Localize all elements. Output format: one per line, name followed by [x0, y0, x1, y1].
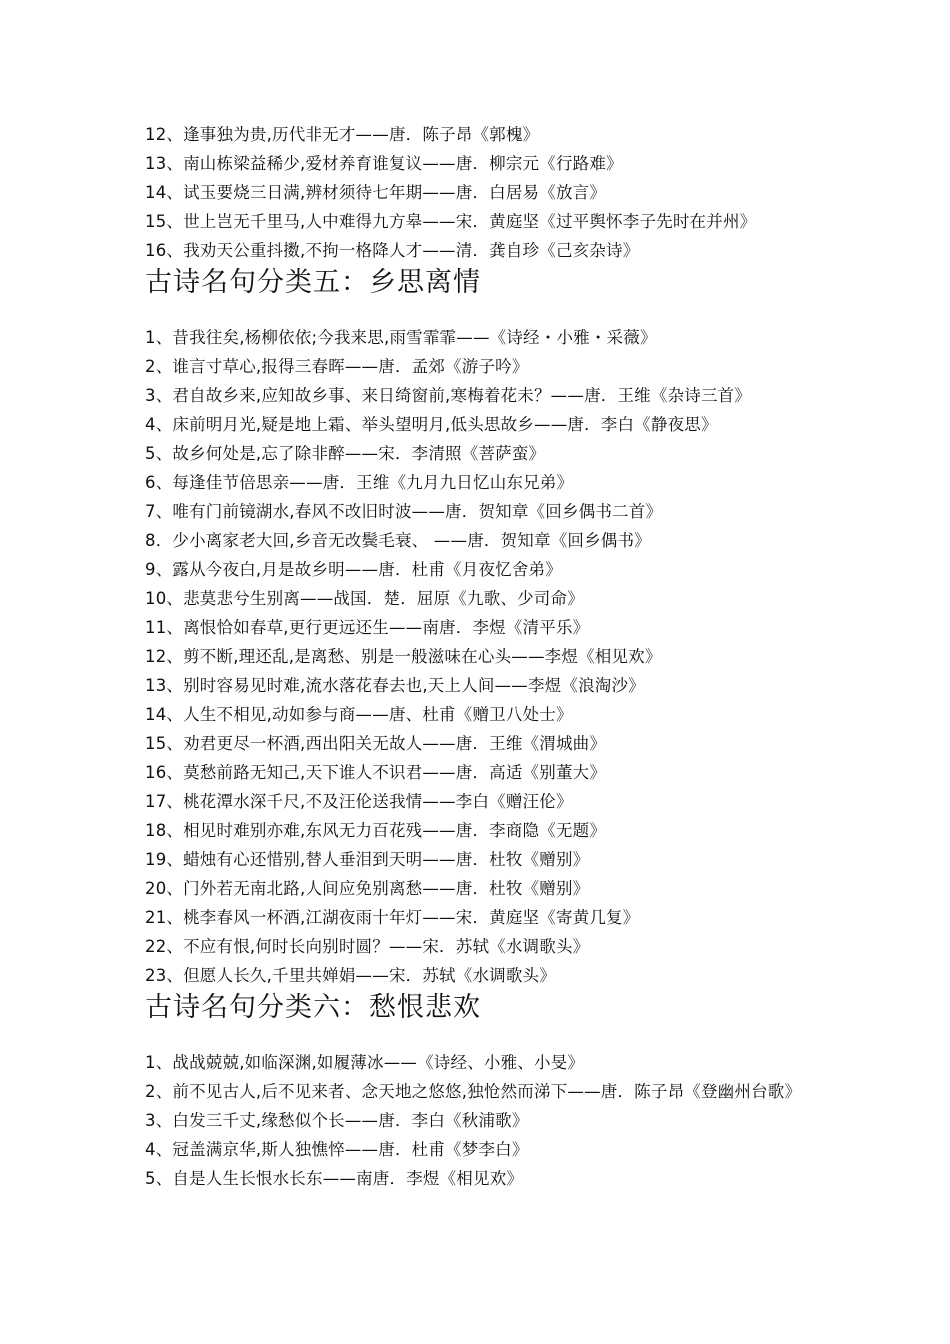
list-item: 15、劝君更尽一杯酒,西出阳关无故人——唐．王维《渭城曲》 [145, 734, 607, 753]
list-item: 14、试玉要烧三日满,辨材须待七年期——唐．白居易《放言》 [145, 183, 607, 202]
list-item: 12、剪不断,理还乱,是离愁、别是一般滋味在心头——李煜《相见欢》 [145, 647, 662, 666]
list-item: 3、君自故乡来,应知故乡事、来日绮窗前,寒梅着花未？——唐．王维《杂诗三首》 [145, 386, 752, 405]
list-item: 18、相见时难别亦难,东风无力百花残——唐．李商隐《无题》 [145, 821, 607, 840]
list-item: 4、冠盖满京华,斯人独憔悴——唐．杜甫《梦李白》 [145, 1140, 529, 1159]
list-item: 15、世上岂无千里马,人中难得九方皋——宋．黄庭坚《过平舆怀李子先时在并州》 [145, 212, 757, 231]
list-item: 1、战战兢兢,如临深渊,如履薄冰——《诗经、小雅、小旻》 [145, 1053, 585, 1072]
list-item: 1、昔我往矣,杨柳依依;今我来思,雨雪霏霏——《诗经・小雅・采薇》 [145, 328, 657, 347]
top-quote-list [145, 120, 810, 265]
list-item: 12、逢事独为贵,历代非无才——唐．陈子昂《郭槐》 [145, 125, 540, 144]
list-item: 16、我劝天公重抖擞,不拘一格降人才——清．龚自珍《己亥杂诗》 [145, 241, 640, 260]
list-item: 5、自是人生长恨水长东——南唐．李煜《相见欢》 [145, 1169, 524, 1188]
list-item: 4、床前明月光,疑是地上霜、举头望明月,低头思故乡——唐．李白《静夜思》 [145, 415, 718, 434]
list-item: 22、不应有恨,何时长向别时圆？——宋．苏轼《水调歌头》 [145, 937, 590, 956]
list-item: 16、莫愁前路无知己,天下谁人不识君——唐．高适《别董大》 [145, 763, 607, 782]
list-item: 6、每逢佳节倍思亲——唐．王维《九月九日忆山东兄弟》 [145, 473, 574, 492]
document-page [145, 120, 810, 1193]
list-item: 20、门外若无南北路,人间应免别离愁——唐．杜牧《赠别》 [145, 879, 590, 898]
list-item: 3、白发三千丈,缘愁似个长——唐．李白《秋浦歌》 [145, 1111, 529, 1130]
list-item: 8．少小离家老大回,乡音无改鬓毛衰、 ——唐．贺知章《回乡偶书》 [145, 531, 651, 550]
list-item: 2、谁言寸草心,报得三春晖——唐．孟郊《游子吟》 [145, 357, 529, 376]
list-item: 21、桃李春风一杯酒,江湖夜雨十年灯——宋．黄庭坚《寄黄几复》 [145, 908, 640, 927]
section5-quote-list [145, 323, 810, 990]
section-heading-6: 古诗名句分类六：愁恨悲欢 [145, 992, 481, 1023]
list-item: 11、离恨恰如春草,更行更远还生——南唐．李煜《清平乐》 [145, 618, 590, 637]
list-item: 2、前不见古人,后不见来者、念天地之悠悠,独怆然而涕下——唐．陈子昂《登幽州台歌》 [145, 1082, 802, 1101]
section6-quote-list [145, 1048, 810, 1193]
list-item: 13、别时容易见时难,流水落花春去也,天上人间——李煜《浪淘沙》 [145, 676, 645, 695]
list-item: 17、桃花潭水深千尺,不及汪伦送我情——李白《赠汪伦》 [145, 792, 573, 811]
list-item: 14、人生不相见,动如参与商——唐、杜甫《赠卫八处士》 [145, 705, 573, 724]
list-item: 10、悲莫悲兮生别离——战国．楚．屈原《九歌、少司命》 [145, 589, 584, 608]
list-item: 13、南山栋梁益稀少,爱材养育谁复议——唐．柳宗元《行路难》 [145, 154, 623, 173]
list-item: 23、但愿人长久,千里共婵娟——宋．苏轼《水调歌头》 [145, 966, 556, 985]
list-item: 9、露从今夜白,月是故乡明——唐．杜甫《月夜忆舍弟》 [145, 560, 562, 579]
list-item: 5、故乡何处是,忘了除非醉——宋．李清照《菩萨蛮》 [145, 444, 546, 463]
section-heading-5: 古诗名句分类五：乡思离情 [145, 267, 481, 298]
list-item: 7、唯有门前镜湖水,春风不改旧时波——唐．贺知章《回乡偶书二首》 [145, 502, 663, 521]
list-item: 19、蜡烛有心还惜别,替人垂泪到天明——唐．杜牧《赠别》 [145, 850, 590, 869]
